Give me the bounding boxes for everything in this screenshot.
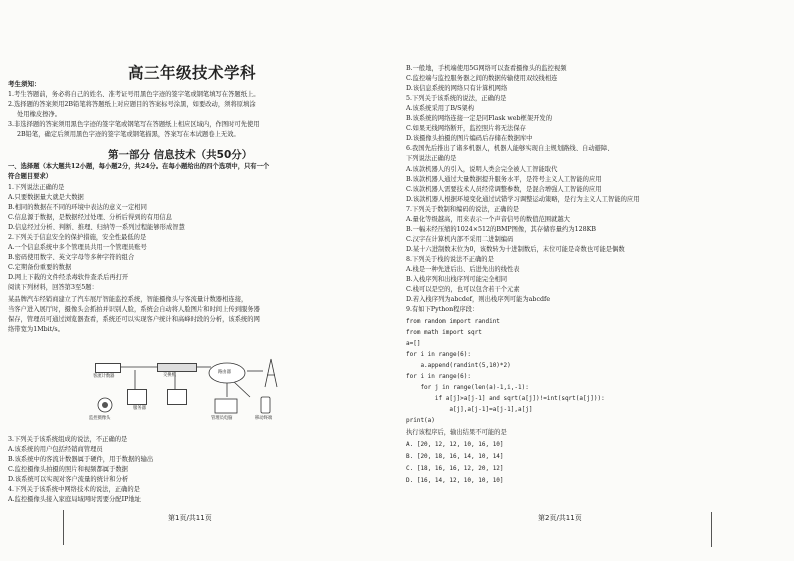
code-line: if a[j]>a[j-1] and sqrt(a[j])!=int(sqrt(a[j])): [406,395,605,402]
code-line: for i in range(6): [406,373,472,380]
option-text: D.某十六进制数末位为0，该数转为十进制数后，末位可能是奇数也可能是偶数 [406,246,625,253]
margin-mark [63,510,64,545]
option-text: C.如果无线网络断开，监控照片将无法保存 [406,125,526,132]
option-text: B. [20, 18, 16, 14, 10, 14] [406,453,504,460]
question-text: 2.下列关于信息安全的保护措施，安全性最低的是 [8,234,147,241]
option-text: D.该款机器人根据环境变化通过试错学习调整运动策略，是行为主义人工智能的应用 [406,196,640,203]
reading-heading: 阅读下列材料，回答第3至5题： [8,284,98,291]
option-text: D.该信息系统的网络只有计算机网络 [406,85,508,92]
notice-heading: 考生须知： [8,80,41,88]
tower-icon [265,359,277,387]
notice-line: 2B铅笔，确定后须用黑色字迹的签字笔或钢笔描黑，答案写在本试题卷上无效。 [17,131,240,138]
question-text: 7.下列关于数制和编码的说法，正确的是 [406,206,520,213]
reading-text: 保存，管理员可通过浏览器查看，系统还可以实现客户统计和高峰时段的分析，该系统的网 [8,316,260,323]
question-text: 4.下列关于该系统中网络技术的说法，正确的是 [8,486,140,493]
diagram-label: 路由器 [218,370,231,375]
option-text: A. [20, 12, 12, 10, 16, 10] [406,441,504,448]
option-text: A.该款机器人的引入，说明人类会完全被人工智能取代 [406,166,558,173]
option-text: C.信息源于数据，是数据经过处理、分析后得到的有用信息 [8,214,173,221]
option-text: C.汉字在计算机内部不采用二进制编码 [406,236,514,243]
option-text: D.网上下载的文件经杀毒软件查杀后再打开 [8,274,129,281]
code-line: a=[] [406,340,421,347]
option-text: A.栈是一种先进后出、后进先出的线性表 [406,266,520,273]
server-device [167,389,187,405]
option-text: D. [16, 14, 12, 10, 10, 10] [406,477,504,484]
option-text: B.入栈序列和出栈序列可能完全相同 [406,276,508,283]
option-text: C.监控端与监控服务器之间的数据传输使用双绞线相连 [406,75,558,82]
margin-mark [711,512,712,547]
option-text: C.该款机器人需要技术人员经常调整参数，是混合增强人工智能的应用 [406,186,602,193]
option-text: A.该系统采用了B/S架构 [406,105,474,112]
code-line: from random import randint [406,318,500,325]
question-text: 5.下列关于该系统的说法，正确的是 [406,95,507,102]
option-text: C.监控摄像头拍摄的照片和视频都属于数据 [8,466,128,473]
question-text: 符合题目要求） [8,173,53,180]
page-two [398,0,794,561]
option-text: A.一个信息系统中多个管理员共用一个管理员账号 [8,244,147,251]
page-number: 第1页/共11页 [168,514,212,522]
option-text: D.若入栈序列为abcdef，则出栈序列可能为abcdfe [406,296,551,303]
notice-line: 处用橡皮擦净。 [17,111,62,118]
page-number: 第2页/共11页 [538,514,582,522]
code-line: print(a) [406,417,435,424]
option-text: B.该款机器人通过大量数据提升服务水平，是符号主义人工智能的应用 [406,176,602,183]
question-text: 1.下列说法正确的是 [8,184,65,191]
option-text: D.该摄像头拍摄的图片编码后存储在数据库中 [406,135,533,142]
option-text: C.定期备份重要的数据 [8,264,72,271]
option-text: C.栈可以是空的，也可以包含若干个元素 [406,286,520,293]
code-line: for i in range(6): [406,351,472,358]
question-text: 9.有如下Python程序段： [406,306,479,313]
diagram-label: 交换机 [163,373,176,378]
code-line: for j in range(len(a)-1,i,-1): [406,384,529,391]
option-text: B.一般地，手机端使用5G网络可以查看摄像头的监控视频 [406,65,567,72]
diagram-label: 管理员电脑 [211,416,233,421]
option-text: B.密码使用数字、英文字母等多种字符的组合 [8,254,135,261]
section-heading: 第一部分 信息技术（共50分） [108,149,253,161]
code-line: from math import sqrt [406,329,482,336]
question-text: 8.下列关于栈的说法不正确的是 [406,256,494,263]
option-text: B.该系统的网络连接一定是同Flask web框架开发的 [406,115,553,122]
diagram-label: 监控摄像头 [89,416,111,421]
reading-text: 当客户进入展厅时，摄像头会抓拍并识别人脸，系统会自动将人脸图片和时间上传到服务器 [8,306,260,313]
switch-device [157,363,197,372]
option-text: A.只要数据量大就是大数据 [8,194,84,201]
option-text: A.监控摄像头接入家庭局域网时需要分配IP地址 [8,496,141,503]
server-device [127,389,147,405]
option-text: B.一幅未经压缩的1024×512的BMP图像，其存储容量约为128KB [406,226,596,233]
option-text: D.信息经过分析、判断、推理、归纳等一系列过程能够形成智慧 [8,224,185,231]
option-text: B.相同的数据在不同的环境中表达的意义一定相同 [8,204,147,211]
notice-line: 2.选择题的答案须用2B铅笔将答题纸上对应题目的答案标号涂黑，如要改动，须将原填涂 [8,101,256,108]
code-line: a.append(randint(5,10)*2) [406,362,511,369]
question-text: 执行该程序后，输出结果不可能的是 [406,429,507,436]
notice-line: 1.考生答题前，务必将自己的姓名、准考证号用黑色字迹的签字笔或钢笔填写在答题纸上。 [8,91,260,98]
phone-icon [261,397,270,413]
reading-text: 某品牌汽车经销商建立了汽车展厅智能监控系统，智能摄像头与客流量计数器相连接， [8,296,248,303]
counter-device [95,363,121,373]
option-text: C. [18, 16, 16, 12, 20, 12] [406,465,504,472]
diagram-label: 服务器 [133,406,146,411]
option-text: A.量化等级越高，用来表示一个声音信号的数值范围就越大 [406,216,570,223]
option-text: A.该系统的用户包括经销商管理员 [8,446,103,453]
reading-text: 络带宽为1Mbit/s。 [8,326,64,333]
code-line: a[j],a[j-1]=a[j-1],a[j] [406,406,533,413]
diagram-label: 移动终端 [255,416,273,421]
network-diagram [75,353,315,425]
laptop-icon [215,399,237,413]
question-text: 6.我国先后推出了诸多机器人，机器人能够实现自主规划路线、自动避障、 [406,145,614,152]
option-text: D.该系统可以实现对客户流量的统计和分析 [8,476,129,483]
question-text: 3.下列关于该系统组成的说法，不正确的是 [8,436,128,443]
notice-line: 3.非选择题的答案须用黑色字迹的签字笔或钢笔写在答题纸上相应区域内，作图时可先使用 [8,121,260,128]
question-text: 下列说法正确的是 [406,155,457,162]
option-text: B.该系统中的客流计数器属于硬件，用于数据的输出 [8,456,154,463]
question-text: 一、选择题（本大题共12小题，每小题2分，共24分。在每小题给出的四个选项中，只有一个 [8,163,270,170]
page-title: 高三年级技术学科 [128,64,257,82]
diagram-label: 客流计数器 [93,374,115,379]
